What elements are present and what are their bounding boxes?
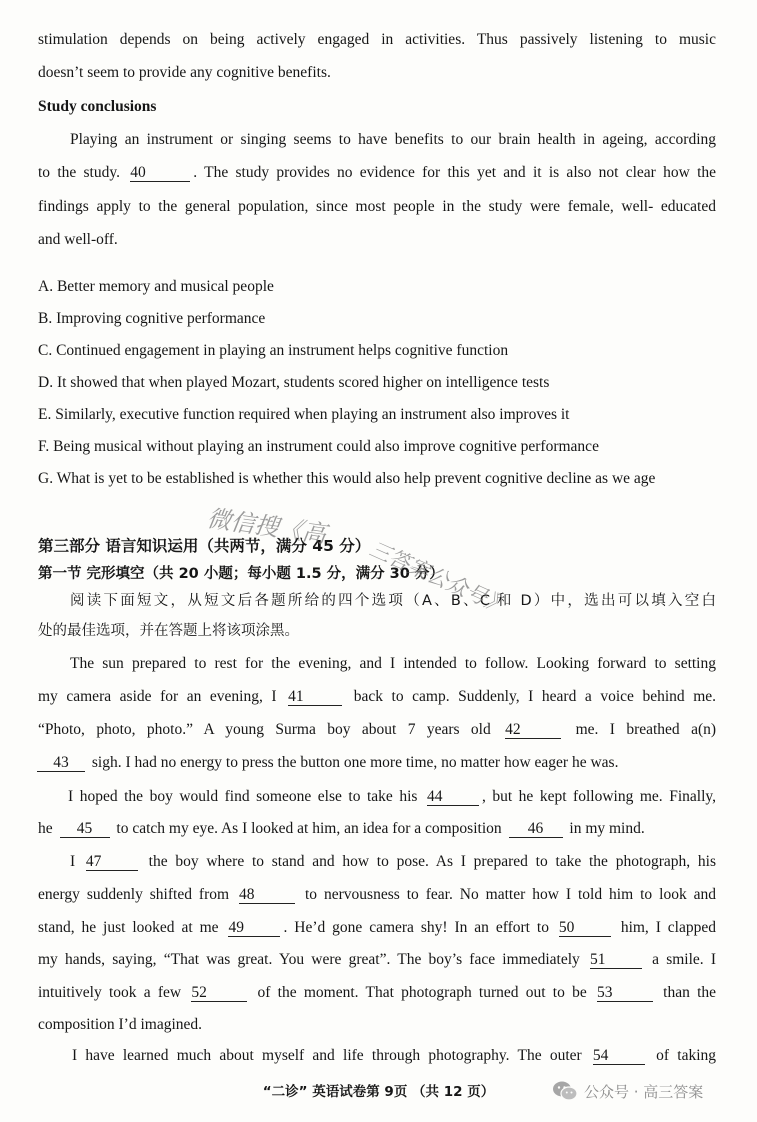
cloze-text: I have learned much about myself and life through photography. The outer (72, 1047, 582, 1064)
passage-text: Playing an instrument or singing seems to have benefits to our brain health in ageing, according (70, 131, 716, 148)
cloze-line (38, 720, 716, 740)
cloze-line (38, 787, 716, 807)
cloze-text: to nervousness to fear. No matter how I told him to look and (304, 886, 717, 903)
blank-47[interactable]: 47 (86, 853, 138, 871)
cloze-text: than the (663, 984, 717, 1001)
option-c: C. Continued engagement in playing an instrument helps cognitive function (38, 342, 509, 359)
blank-52[interactable]: 52 (191, 984, 247, 1002)
cloze-text: him, I clapped (620, 919, 716, 936)
cloze-text: back to camp. Suddenly, I heard a voice behind me. (353, 688, 717, 705)
cloze-line (38, 885, 716, 905)
passage-line: and well-off. (38, 231, 118, 248)
watermark-line: 微信搜《高 (205, 504, 328, 549)
cloze-text: stand, he just looked at me (38, 919, 219, 936)
cloze-line (38, 1046, 716, 1066)
cloze-text: “Photo, photo, photo.” A young Surma boy about 7 years old (38, 721, 491, 738)
cloze-text: in my mind. (569, 820, 645, 837)
wechat-icon (552, 1080, 578, 1102)
blank-51[interactable]: 51 (590, 951, 642, 969)
cloze-line (38, 983, 716, 1003)
blank-45[interactable]: 45 (60, 820, 110, 838)
watermark-line: 三答案公众号》 (365, 536, 511, 618)
blank-41[interactable]: 41 (288, 688, 342, 706)
cloze-text: . He’d gone camera shy! In an effort to (283, 919, 549, 936)
cloze-line (38, 819, 645, 839)
option-f: F. Being musical without playing an instrument could also improve cognitive performance (38, 438, 599, 455)
cloze-text: to catch my eye. As I looked at him, an idea for a composition (116, 820, 502, 837)
passage-line (38, 130, 716, 150)
section-title: 第三部分 语言知识运用（共两节，满分 45 分） (38, 537, 371, 555)
cloze-text: I (70, 853, 76, 870)
cloze-text: sigh. I had no energy to press the button one more time, no matter how eager he was. (91, 754, 619, 771)
passage-line: findings apply to the general population, since most people in the study were female, well- educated (38, 198, 716, 215)
option-a: A. Better memory and musical people (38, 278, 274, 295)
cloze-text: energy suddenly shifted from (38, 886, 230, 903)
cloze-text: me. I breathed a(n) (575, 721, 717, 738)
passage-line: doesn’t seem to provide any cognitive benefits. (38, 64, 331, 81)
cloze-line (34, 753, 618, 773)
blank-44[interactable]: 44 (427, 788, 479, 806)
cloze-text: the boy where to stand and how to pose. As I prepared to take the photograph, his (148, 853, 716, 870)
blank-49[interactable]: 49 (228, 919, 280, 937)
blank-50[interactable]: 50 (559, 919, 611, 937)
cloze-text: a smile. I (652, 951, 717, 968)
passage-text: to the study. (38, 164, 120, 181)
option-b: B. Improving cognitive performance (38, 310, 266, 327)
account-badge (552, 1078, 703, 1104)
instruction-line (38, 591, 716, 611)
cloze-text: , but he kept following me. Finally, (481, 788, 716, 805)
section-subtitle: 第一节 完形填空（共 20 小题；每小题 1.5 分，满分 30 分） (38, 566, 444, 582)
option-g: G. What is yet to be established is whether this would also help prevent cognitive decline as we age (38, 470, 656, 487)
cloze-text: my hands, saying, “That was great. You were great”. The boy’s face immediately (38, 951, 580, 968)
section-heading: Study conclusions (38, 98, 157, 115)
instruction-text: 阅读下面短文，从短文后各题所给的四个选项（A、B、C 和 D）中，选出可以填入空白 (70, 593, 716, 609)
cloze-text: my camera aside for an evening, I (38, 688, 277, 705)
passage-line: stimulation depends on being actively engaged in activities. Thus passively listening to music (38, 31, 716, 48)
cloze-line: composition I’d imagined. (38, 1016, 203, 1033)
page-footer: “二诊” 英语试卷第 9页 （共 12 页） (262, 1084, 495, 1100)
option-d: D. It showed that when played Mozart, students scored higher on intelligence tests (38, 374, 550, 391)
account-name: 公众号 · 高三答案 (584, 1082, 704, 1101)
cloze-line (38, 950, 716, 970)
passage-text: . The study provides no evidence for this yet and it is also not clear how the (193, 164, 717, 181)
cloze-text: intuitively took a few (38, 984, 182, 1001)
blank-42[interactable]: 42 (505, 721, 561, 739)
cloze-line (38, 918, 716, 938)
cloze-text: of taking (656, 1047, 717, 1064)
cloze-text: of the moment. That photograph turned out to be (257, 984, 587, 1001)
cloze-text: he (38, 820, 53, 837)
cloze-text: I hoped the boy would find someone else to take his (68, 788, 418, 805)
blank-43[interactable]: 43 (37, 754, 85, 772)
instruction-line: 处的最佳选项，并在答题上将该项涂黑。 (38, 623, 299, 639)
option-e: E. Similarly, executive function required when playing an instrument also improves it (38, 406, 570, 423)
blank-48[interactable]: 48 (239, 886, 295, 904)
cloze-line (38, 852, 716, 872)
cloze-line (38, 687, 716, 707)
blank-54[interactable]: 54 (593, 1047, 645, 1065)
blank-40[interactable]: 40 (130, 164, 190, 182)
cloze-line (38, 654, 716, 674)
blank-53[interactable]: 53 (597, 984, 653, 1002)
blank-46[interactable]: 46 (509, 820, 563, 838)
passage-line (38, 163, 716, 183)
cloze-text: The sun prepared to rest for the evening, and I intended to follow. Looking forward to setting (70, 655, 716, 672)
